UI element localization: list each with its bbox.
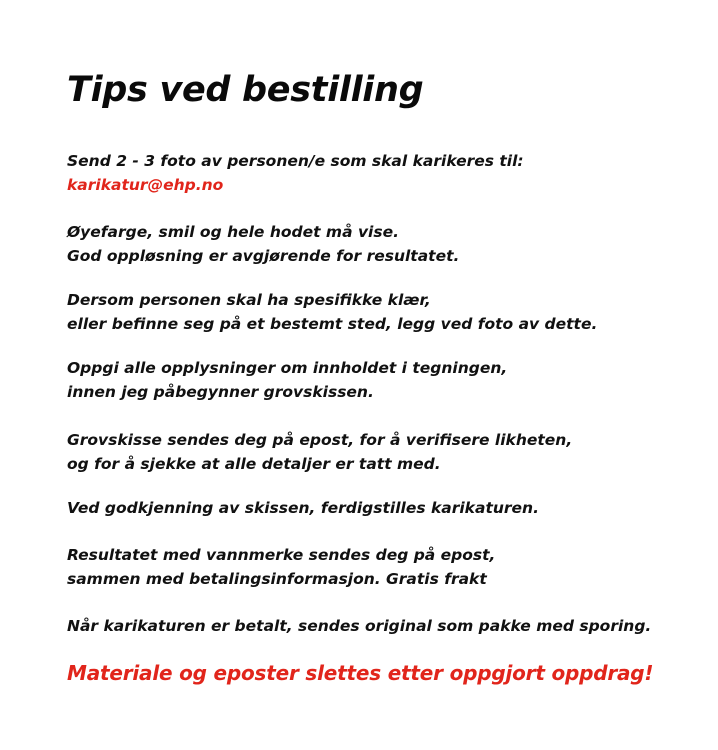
paragraph-line: og for å sjekke at alle detaljer er tatt med. [67,455,441,473]
paragraph-line: Oppgi alle opplysninger om innholdet i tegningen, [67,359,508,377]
paragraph-line: sammen med betalingsinformasjon. Gratis frakt [67,570,487,588]
paragraph-line: Resultatet med vannmerke sendes deg på epost, [67,546,496,564]
paragraph-line: God oppløsning er avgjørende for resultatet. [67,247,460,265]
paragraph-line: Øyefarge, smil og hele hodet må vise. [67,223,399,241]
paragraph-send-photos [67,149,524,197]
paragraph-photo-requirements [67,220,459,268]
page-title: Tips ved bestilling [67,70,424,110]
closing-note: Materiale og eposter slettes etter oppgjort oppdrag! [67,661,654,685]
paragraph-line: Dersom personen skal ha spesifikke klær, [67,291,431,309]
paragraph-line: Når karikaturen er betalt, sendes original som pakke med sporing. [67,617,652,635]
paragraph-clothing [67,288,597,336]
paragraph-line: innen jeg påbegynner grovskissen. [67,383,374,401]
paragraph-shipping [67,614,651,638]
paragraph-watermark [67,543,495,591]
paragraph-line: Grovskisse sendes deg på epost, for å verifisere likheten, [67,431,573,449]
paragraph-line: Send 2 - 3 foto av personen/e som skal karikeres til: [67,152,524,170]
paragraph-line: eller befinne seg på et bestemt sted, legg ved foto av dette. [67,315,598,333]
email-link[interactable]: karikatur@ehp.no [67,176,224,194]
paragraph-line: Ved godkjenning av skissen, ferdigstilles karikaturen. [67,499,539,517]
paragraph-sketch [67,428,572,476]
paragraph-details [67,356,507,404]
paragraph-approval [67,496,539,520]
